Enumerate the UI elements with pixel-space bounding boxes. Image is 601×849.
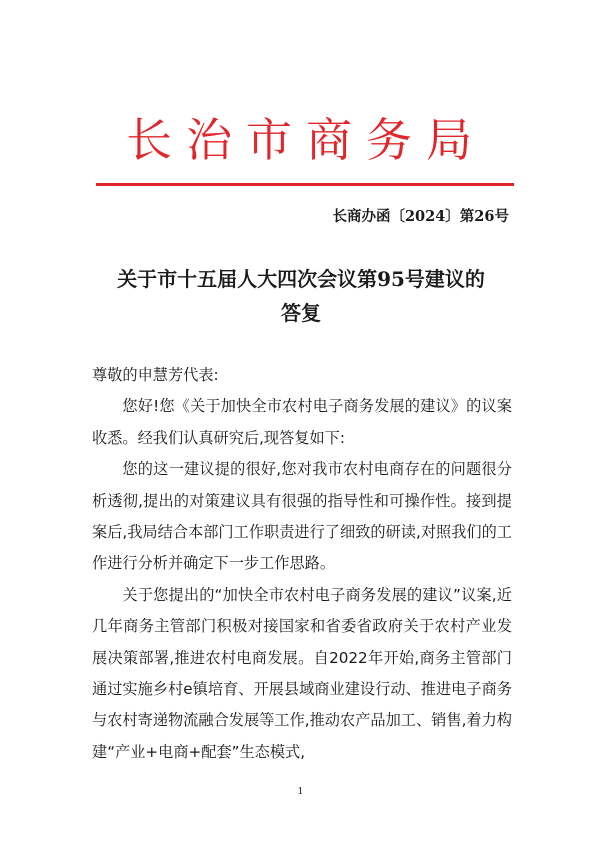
body-paragraph: 关于您提出的“加快全市农村电子商务发展的建议”议案,近几年商务主管部门积极对接国家和省委省政府关于农村产业发展决策部署,推进农村电商发展。自2022年开始,商务主管部门通过实施乡村e镇培育、开展县域商业建设行动、推进电子商务与农村寄递物流融合发展等工作,推动农产品加工、销售,着力构建“产业+电商+配套”生态模式, [92,585,512,761]
document-number: 长商办函〔2024〕第26号 [332,208,509,225]
issuing-organization-title: 长治市商务局 [126,113,486,167]
red-header-rule [96,183,514,186]
body-paragraph: 您好!您《关于加快全市农村电子商务发展的建议》的议案收悉。经我们认真研究后,现答复如下: [92,397,512,447]
document-title-line-2: 答复 [281,301,321,325]
page-number: 1 [297,787,304,797]
document-title [70,262,532,330]
document-title-line-1: 关于市十五届人大四次会议第95号建议的 [117,267,485,291]
letter-body [92,360,512,768]
body-paragraph: 您的这一建议提的很好,您对我市农村电商存在的问题很分析透彻,提出的对策建议具有很强的指导性和可操作性。接到提案后,我局结合本部门工作职责进行了细致的研读,对照我们的工作进行分析并确定下一步工作思路。 [92,460,512,573]
salutation: 尊敬的申慧芳代表: [92,366,219,384]
